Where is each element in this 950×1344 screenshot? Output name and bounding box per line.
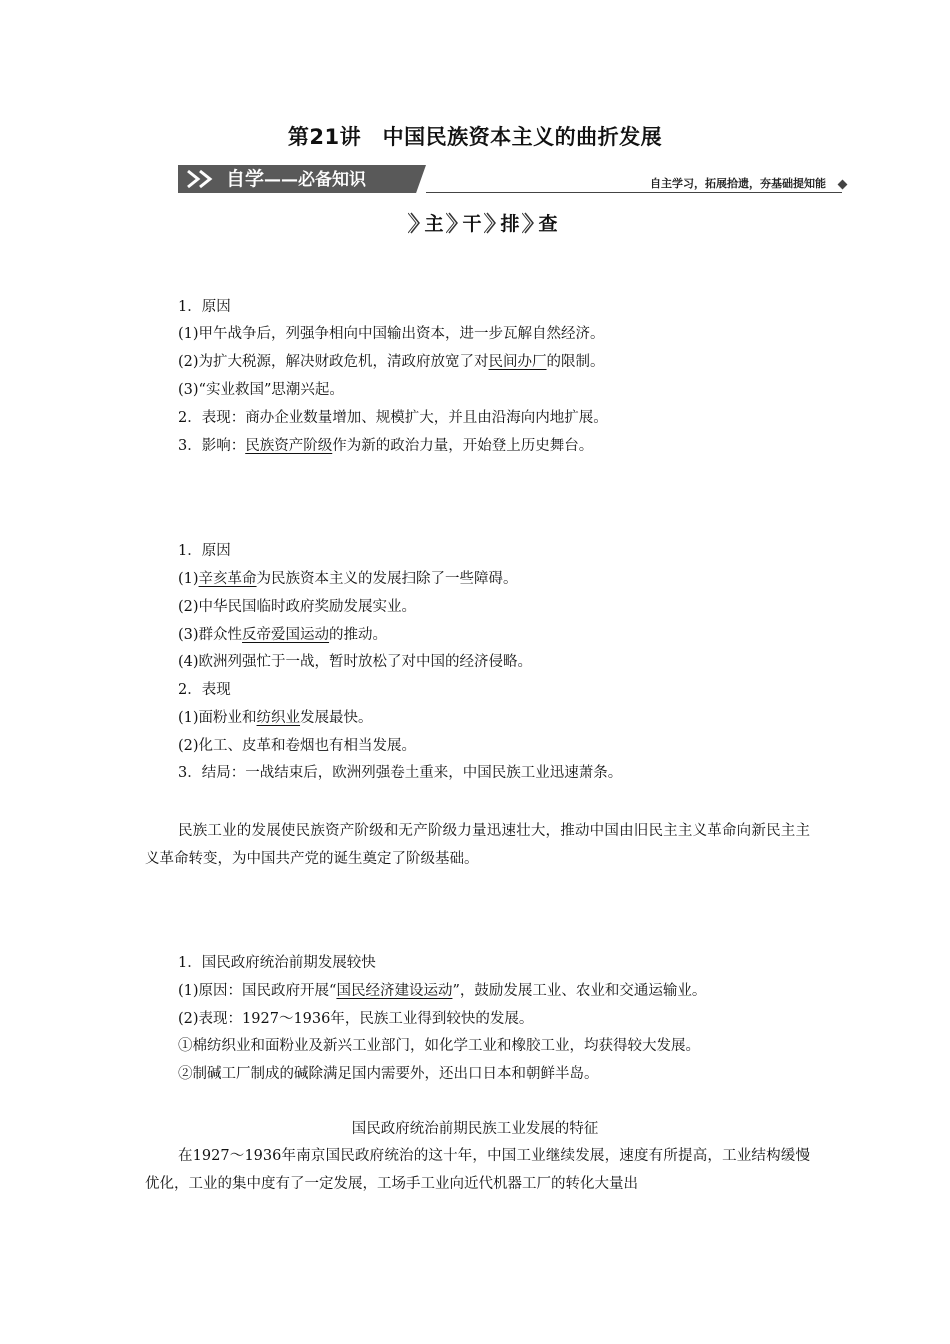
banner-dash: ——: [264, 170, 299, 190]
key-term: 国民经济建设运动: [336, 983, 453, 999]
diamond-icon: [838, 180, 848, 190]
text-line: [178, 708, 373, 728]
text-line: (2)表现：1927～1936年，民族工业得到较快的发展。: [178, 1011, 534, 1027]
text-span: 作为新的政治力量，开始登上历史舞台。: [332, 438, 594, 454]
chevron-right-icon: [484, 210, 498, 236]
text-line: [178, 436, 593, 456]
subheader-char: 主: [424, 213, 444, 235]
subheader-char: 查: [538, 213, 558, 235]
text-span: 的推动。: [329, 627, 388, 643]
subheader-zhuganpaicha: [408, 209, 560, 236]
text-line: ②制碱工厂制成的碱除满足国内需要外，还出口日本和朝鲜半岛。: [178, 1066, 599, 1082]
key-term: 反帝爱国运动: [242, 627, 330, 643]
chevron-right-icon: [446, 210, 460, 236]
key-term: 民族资产阶级: [245, 438, 333, 454]
text-span: (1)原因：国民政府开展“: [178, 983, 337, 999]
text-line: 3．结局：一战结束后，欧洲列强卷土重来，中国民族工业迅速萧条。: [178, 765, 623, 781]
text-line: (2)中华民国临时政府奖励发展实业。: [178, 599, 417, 615]
banner-divider: [426, 192, 842, 193]
text-line: 1．原因: [178, 543, 231, 559]
text-span: (1): [178, 571, 199, 587]
banner-sub: 必备知识: [298, 170, 367, 190]
banner-main: 自学: [226, 168, 265, 190]
text-span: 为民族资本主义的发展扫除了一些障碍。: [256, 571, 518, 587]
key-term: 辛亥革命: [198, 571, 257, 587]
text-span: (1)面粉业和: [178, 710, 257, 726]
key-term: 纺织业: [256, 710, 301, 726]
text-line: [178, 569, 518, 589]
chevron-right-icon: [184, 169, 224, 189]
key-term: 民间办厂: [488, 354, 547, 370]
section-banner: [178, 165, 848, 195]
subheader-char: 排: [500, 213, 520, 235]
text-line: (1)甲午战争后，列强争相向中国输出资本，进一步瓦解自然经济。: [178, 326, 605, 342]
text-line: [178, 981, 706, 1001]
subheader-char: 干: [462, 213, 482, 235]
paragraph: 民族工业的发展使民族资产阶级和无产阶级力量迅速壮大，推动中国由旧民主主义革命向新民主主义革命转变，为中国共产党的诞生奠定了阶级基础。: [145, 823, 810, 867]
text-span: (2)为扩大税源，解决财政危机，清政府放宽了对: [178, 354, 489, 370]
paragraph: 在1927～1936年南京国民政府统治的这十年，中国工业继续发展，速度有所提高，工业结构缓慢优化，工业的集中度有了一定发展，工场手工业向近代机器工厂的转化大量出: [145, 1148, 810, 1192]
text-line: 2．表现：商办企业数量增加、规模扩大，并且由沿海向内地扩展。: [178, 410, 608, 426]
banner-heading: [226, 168, 366, 190]
note-title: 国民政府统治前期民族工业发展的特征: [351, 1121, 599, 1137]
text-line: 2．表现: [178, 682, 231, 698]
text-line: (2)化工、皮革和卷烟也有相当发展。: [178, 738, 417, 754]
banner-tagline: 自主学习，拓展拾遗，夯基础提知能: [650, 177, 826, 190]
text-span: 发展最快。: [300, 710, 373, 726]
text-line: [178, 625, 387, 645]
chevron-right-icon: [522, 210, 536, 236]
text-line: [178, 352, 605, 372]
lesson-title: 第21讲 中国民族资本主义的曲折发展: [287, 125, 663, 149]
text-line: (3)“实业救国”思潮兴起。: [178, 382, 344, 398]
text-span: ”，鼓励发展工业、农业和交通运输业。: [452, 983, 707, 999]
text-span: 的限制。: [546, 354, 605, 370]
text-line: 1．原因: [178, 299, 231, 315]
text-span: (3)群众性: [178, 627, 243, 643]
chevron-right-icon: [408, 210, 422, 236]
text-span: 3．影响：: [178, 438, 246, 454]
text-line: ①棉纺织业和面粉业及新兴工业部门，如化学工业和橡胶工业，均获得较大发展。: [178, 1038, 700, 1054]
text-line: 1．国民政府统治前期发展较快: [178, 955, 376, 971]
text-line: (4)欧洲列强忙于一战，暂时放松了对中国的经济侵略。: [178, 654, 533, 670]
